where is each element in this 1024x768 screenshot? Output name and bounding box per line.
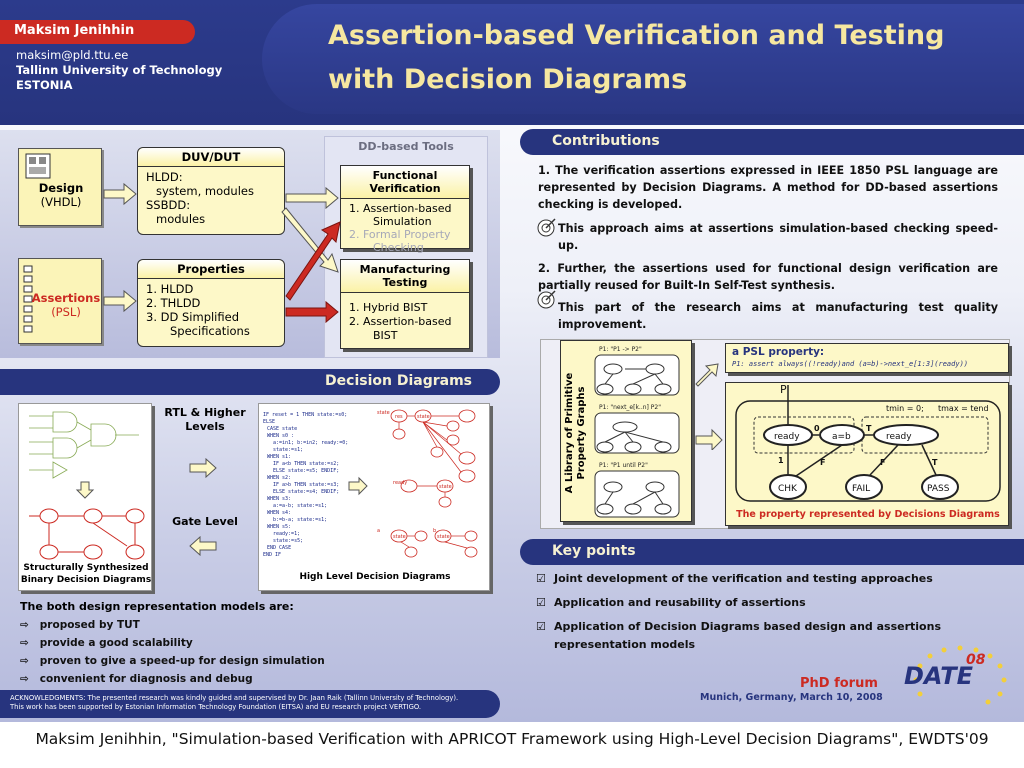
properties-line: Specifications bbox=[170, 324, 250, 338]
flow-arrows bbox=[100, 150, 350, 350]
ack-line-2: This work has been supported by Estonian Information Technology Foundation (EITSA) and EU research project VERTIGO. bbox=[10, 703, 422, 711]
mfg-item: BIST bbox=[373, 329, 398, 342]
checkbox-icon: ☑ bbox=[536, 596, 546, 609]
phd-forum-label: PhD forum bbox=[800, 676, 878, 691]
properties-line: 3. DD Simplified bbox=[146, 310, 239, 324]
author-country: ESTONIA bbox=[16, 78, 73, 92]
models-heading: The both design representation models are: bbox=[20, 600, 294, 613]
func-item-dim: Checking bbox=[373, 241, 424, 254]
svg-text:a=b: a=b bbox=[832, 432, 851, 442]
svg-text:ready: ready bbox=[774, 432, 800, 442]
arrow-bullet-icon: ⇨ bbox=[20, 619, 29, 631]
contribution-note-2: This part of the research aims at manufacturing test quality improvement. bbox=[558, 301, 998, 331]
svg-text:res: res bbox=[395, 414, 403, 420]
model-text: proven to give a speed-up for design simulation bbox=[39, 655, 325, 667]
svg-text:P: P bbox=[780, 383, 787, 396]
duv-line: modules bbox=[156, 212, 206, 226]
functional-verification-box bbox=[340, 165, 470, 254]
svg-text:PASS: PASS bbox=[927, 484, 950, 494]
svg-text:ELSE: ELSE bbox=[263, 419, 276, 425]
property-caption: The property represented by Decisions Diagrams bbox=[736, 509, 1000, 520]
svg-text:a:=a-b; state:=s1;: a:=a-b; state:=s1; bbox=[273, 503, 328, 509]
svg-text:state: state bbox=[439, 484, 452, 490]
primitive-graph-1 bbox=[595, 346, 679, 395]
psl-property-box bbox=[725, 343, 1009, 373]
svg-text:state: state bbox=[437, 534, 450, 540]
rtl-label: RTL & Higher Levels bbox=[164, 406, 246, 433]
date-logo bbox=[900, 640, 1018, 706]
hldd-caption: High Level Decision Diagrams bbox=[299, 572, 451, 582]
svg-text:CASE state: CASE state bbox=[267, 426, 298, 432]
svg-text:T: T bbox=[932, 458, 938, 467]
arrow-bullet-icon: ⇨ bbox=[20, 655, 29, 667]
title-line-2: with Decision Diagrams bbox=[328, 64, 688, 95]
model-text: proposed by TUT bbox=[39, 619, 140, 631]
svg-text:WHEN s2:: WHEN s2: bbox=[267, 475, 292, 481]
svg-text:tmax = tend: tmax = tend bbox=[938, 404, 989, 413]
date-logo-text: DATE bbox=[904, 662, 973, 690]
primitive-graph-2 bbox=[595, 404, 679, 453]
arrow-left-icon bbox=[188, 536, 218, 556]
svg-text:WHEN s0 :: WHEN s0 : bbox=[267, 433, 295, 439]
svg-text:ELSE state:=s4; ENDIF;: ELSE state:=s4; ENDIF; bbox=[273, 489, 340, 495]
contributions-heading: Contributions bbox=[520, 129, 1024, 155]
bdd-diagram bbox=[23, 408, 149, 564]
svg-text:a:=in1; b:=in2; ready:=0;: a:=in1; b:=in2; ready:=0; bbox=[273, 440, 349, 446]
acknowledgments bbox=[0, 690, 500, 718]
contribution-note-1: This approach aims at assertions simulation-based checking speed-up. bbox=[558, 222, 998, 252]
svg-text:ELSE state:=s5; ENDIF;: ELSE state:=s5; ENDIF; bbox=[273, 468, 340, 474]
author-name: Maksim Jenihhin bbox=[0, 20, 195, 44]
svg-text:P1: "P1 -> P2": P1: "P1 -> P2" bbox=[599, 346, 642, 353]
checkbox-icon: ☑ bbox=[536, 572, 546, 585]
arrow-props-mfg bbox=[286, 302, 338, 322]
list-item bbox=[536, 594, 1006, 612]
list-item bbox=[20, 652, 325, 670]
func-item: Simulation bbox=[373, 215, 432, 228]
title-line-1: Assertion-based Verification and Testing bbox=[328, 20, 945, 51]
svg-text:END IF: END IF bbox=[263, 552, 282, 558]
svg-text:1: 1 bbox=[778, 456, 784, 465]
arrow-duv-func bbox=[286, 188, 338, 208]
assertions-sub: (PSL) bbox=[51, 305, 81, 319]
svg-text:WHEN s4:: WHEN s4: bbox=[267, 510, 292, 516]
library-box bbox=[560, 340, 692, 522]
primitive-graph-3 bbox=[595, 462, 679, 517]
manufacturing-testing-title: Manufacturing Testing bbox=[341, 260, 469, 293]
venue: Munich, Germany, March 10, 2008 bbox=[700, 692, 883, 703]
dd-tools-title: DD-based Tools bbox=[358, 140, 454, 153]
models-list bbox=[20, 616, 325, 688]
slide-caption: Maksim Jenihhin, "Simulation-based Verification with APRICOT Framework using High-Level Decision Diagrams", EWDTS'09 bbox=[35, 730, 989, 748]
author-university: Tallinn University of Technology bbox=[16, 63, 223, 77]
func-item-dim: 2. Formal Property bbox=[349, 228, 451, 241]
svg-text:T: T bbox=[866, 424, 872, 433]
properties-line: 2. THLDD bbox=[146, 296, 201, 310]
svg-text:b: b bbox=[433, 528, 437, 534]
contribution-2: 2. Further, the assertions used for functional design verification are partially reused for Built-In Self-Test synthesis. bbox=[538, 262, 998, 292]
key-points-heading: Key points bbox=[520, 539, 1024, 565]
property-dd-box bbox=[725, 382, 1009, 526]
list-item bbox=[536, 570, 1006, 588]
primitive-graphs bbox=[585, 345, 689, 521]
svg-text:FAIL: FAIL bbox=[852, 484, 871, 494]
svg-text:state: state bbox=[377, 410, 390, 416]
author-email: maksim@pld.ttu.ee bbox=[16, 48, 129, 62]
svg-text:state: state bbox=[417, 414, 430, 420]
svg-text:CHK: CHK bbox=[778, 484, 797, 494]
ack-line-1: ACKNOWLEDGMENTS: The presented research was kindly guided and supervised by Dr. Jaan Raik (Tallinn University of Technology). bbox=[10, 694, 459, 702]
svg-text:ready: ready bbox=[886, 432, 912, 442]
svg-text:P1: "next_e[k..n] P2": P1: "next_e[k..n] P2" bbox=[599, 404, 661, 411]
author-info bbox=[16, 48, 222, 93]
mfg-item: 1. Hybrid BIST bbox=[349, 301, 428, 314]
svg-text:IF a<b THEN state:=s2;: IF a<b THEN state:=s2; bbox=[273, 461, 340, 467]
svg-text:tmin = 0;: tmin = 0; bbox=[886, 404, 924, 413]
list-item bbox=[20, 616, 325, 634]
svg-text:END CASE: END CASE bbox=[267, 545, 292, 551]
properties-line: 1. HLDD bbox=[146, 282, 194, 296]
key-point-text: Application and reusability of assertions bbox=[554, 596, 806, 609]
checkbox-icon: ☑ bbox=[536, 620, 546, 633]
chip-icon bbox=[25, 153, 51, 179]
functional-verification-title: Functional Verification bbox=[341, 166, 469, 199]
library-arrows bbox=[694, 360, 724, 450]
property-dd-graph bbox=[726, 383, 1010, 527]
design-label: Design bbox=[38, 181, 84, 195]
mfg-item: 2. Assertion-based bbox=[349, 315, 452, 328]
svg-text:state: state bbox=[393, 534, 406, 540]
svg-text:a: a bbox=[377, 528, 381, 534]
svg-text:P1: "P1 until P2": P1: "P1 until P2" bbox=[599, 462, 648, 469]
psl-code: P1: assert always((!ready)and (a=b)->next_e[1:3](ready)) bbox=[732, 360, 969, 368]
date-logo-year: 08 bbox=[966, 652, 986, 668]
bdd-caption: Structurally Synthesized Binary Decision Diagrams bbox=[20, 563, 152, 585]
svg-text:0: 0 bbox=[814, 424, 820, 433]
svg-text:ready:=1;: ready:=1; bbox=[273, 531, 301, 537]
svg-text:state:=s5;: state:=s5; bbox=[273, 538, 304, 544]
svg-text:F: F bbox=[820, 458, 826, 467]
svg-text:WHEN s3:: WHEN s3: bbox=[267, 496, 292, 502]
assertions-document bbox=[18, 258, 102, 344]
hldd-figure bbox=[258, 403, 490, 591]
list-item bbox=[20, 634, 325, 652]
assertions-label: Assertions bbox=[31, 291, 101, 305]
arrow-assertions-props bbox=[104, 291, 136, 311]
duv-line: SSBDD: bbox=[146, 198, 191, 212]
arrow-bullet-icon: ⇨ bbox=[20, 637, 29, 649]
psl-title: a PSL property: bbox=[732, 346, 825, 358]
svg-text:state:=s1;: state:=s1; bbox=[273, 447, 304, 453]
svg-text:F: F bbox=[880, 458, 886, 467]
poster-title bbox=[328, 14, 1018, 102]
manufacturing-testing-box bbox=[340, 259, 470, 349]
svg-text:ready: ready bbox=[393, 480, 408, 486]
duv-line: system, modules bbox=[156, 184, 254, 198]
target-icon bbox=[536, 290, 556, 314]
hldd-diagram bbox=[261, 406, 489, 570]
target-icon bbox=[536, 218, 556, 242]
svg-text:IF a>b THEN state:=s3;: IF a>b THEN state:=s3; bbox=[273, 482, 340, 488]
svg-text:IF reset = 1 THEN state:=s0;: IF reset = 1 THEN state:=s0; bbox=[263, 412, 348, 418]
decision-diagrams-heading: Decision Diagrams bbox=[0, 369, 500, 395]
design-sub: (VHDL) bbox=[40, 195, 82, 209]
arrow-design-duv bbox=[104, 184, 136, 204]
key-point-text: Application of Decision Diagrams based design and assertions representation models bbox=[554, 620, 941, 651]
list-item bbox=[20, 670, 325, 688]
duv-line: HLDD: bbox=[146, 170, 183, 184]
design-document bbox=[18, 148, 102, 226]
model-text: provide a good scalability bbox=[39, 637, 193, 649]
svg-text:b:=b-a; state:=s1;: b:=b-a; state:=s1; bbox=[273, 517, 328, 523]
bdd-figure bbox=[18, 403, 152, 591]
svg-text:WHEN s1:: WHEN s1: bbox=[267, 454, 292, 460]
func-item: 1. Assertion-based bbox=[349, 202, 452, 215]
arrow-bullet-icon: ⇨ bbox=[20, 673, 29, 685]
model-text: convenient for diagnosis and debug bbox=[39, 673, 253, 685]
gate-level-label: Gate Level bbox=[172, 515, 238, 528]
duv-title: DUV/DUT bbox=[138, 148, 284, 167]
properties-title: Properties bbox=[138, 260, 284, 279]
contribution-1: 1. The verification assertions expressed in IEEE 1850 PSL language are represented by Decision Diagrams. A method for DD-based assertions checking is developed. bbox=[538, 164, 998, 211]
library-label: A Library of Primitive Property Graphs bbox=[564, 372, 587, 494]
key-point-text: Joint development of the verification and testing approaches bbox=[554, 572, 933, 585]
svg-text:WHEN s5:: WHEN s5: bbox=[267, 524, 292, 530]
arrow-right-icon bbox=[188, 458, 218, 478]
